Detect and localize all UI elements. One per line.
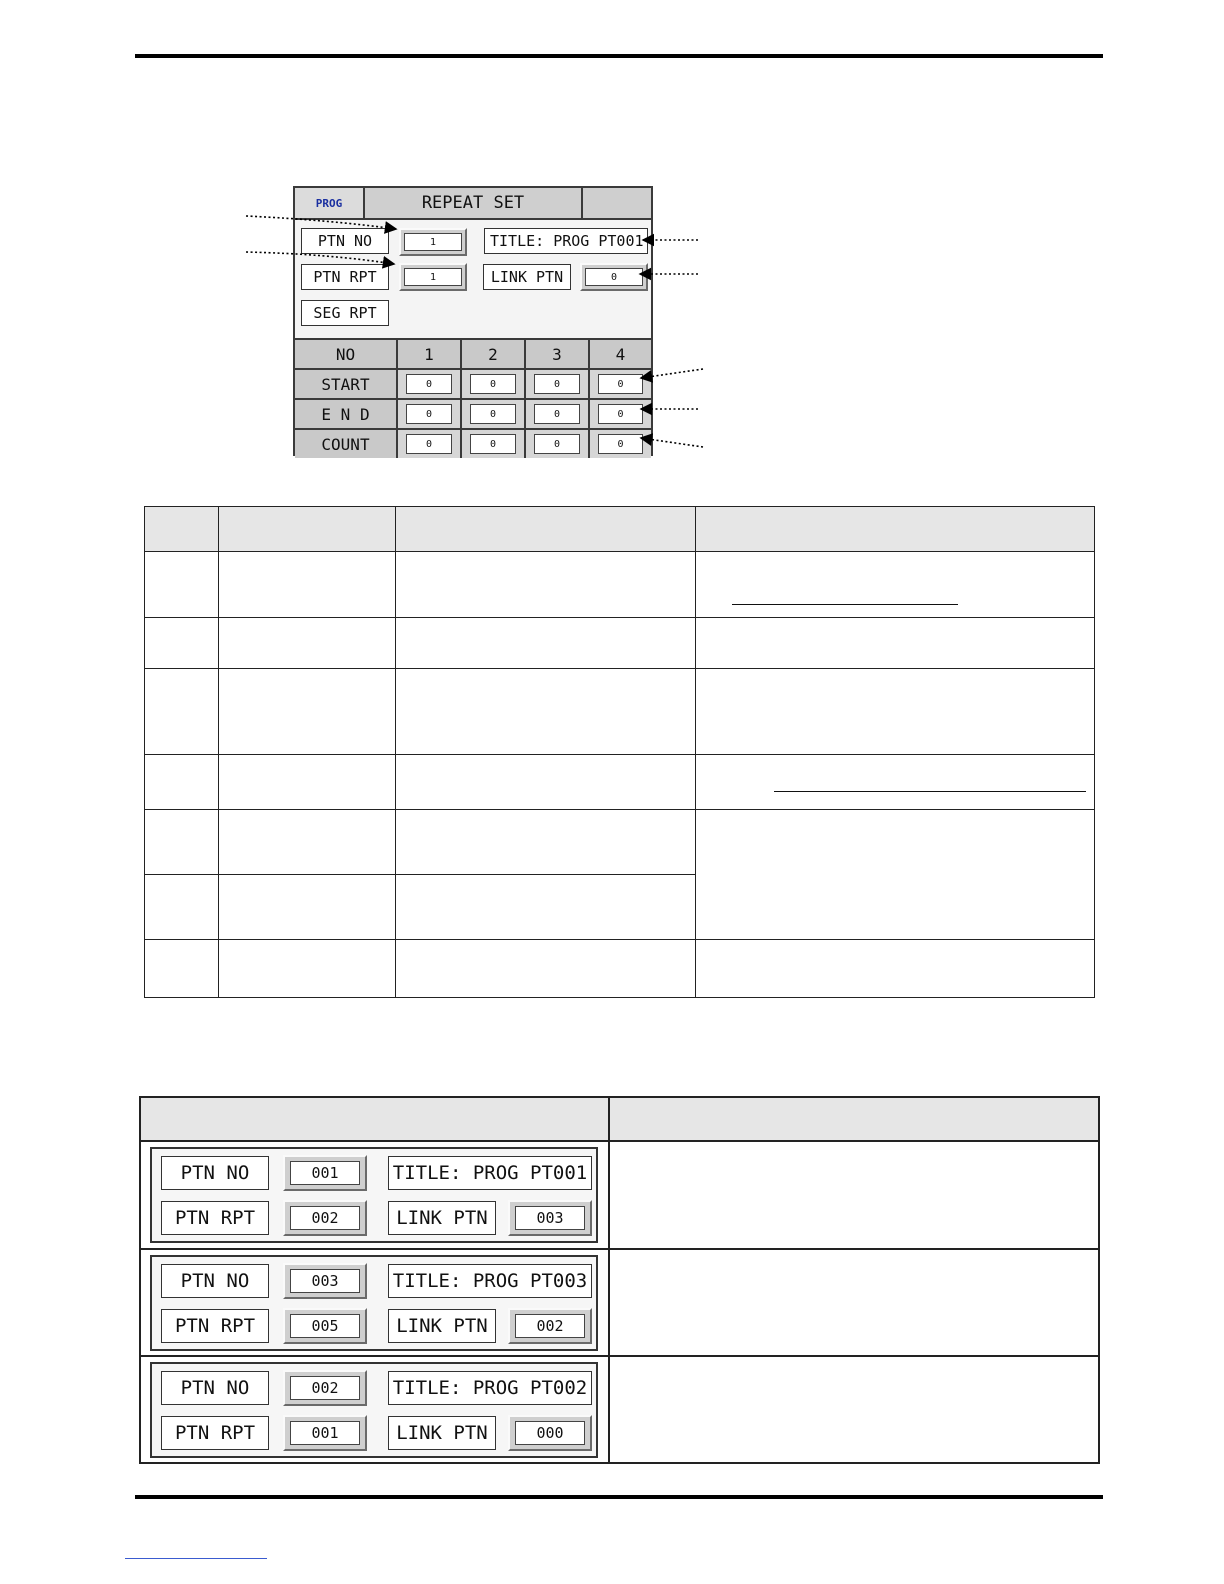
link-ptn-field[interactable] xyxy=(508,1415,592,1451)
title-field: TITLE: PROG PT003 xyxy=(388,1264,592,1298)
example-row-1 xyxy=(140,1141,1099,1249)
link-ptn-field[interactable] xyxy=(508,1200,592,1236)
desc-row-4 xyxy=(145,755,1095,810)
link-ptn-value: 0 xyxy=(585,268,643,286)
description-table xyxy=(144,506,1095,998)
grid-row-count xyxy=(295,428,651,458)
grid-header-4: 4 xyxy=(590,338,651,368)
row-label-start: START xyxy=(295,368,398,398)
grid-header-no: NO xyxy=(295,338,398,368)
ptn-rpt-label: PTN RPT xyxy=(161,1309,269,1343)
link-ptn-value: 002 xyxy=(515,1314,585,1338)
ptn-rpt-field[interactable] xyxy=(283,1415,367,1451)
grid-header-3: 3 xyxy=(526,338,590,368)
row-label-count: COUNT xyxy=(295,428,398,458)
ptn-no-field[interactable] xyxy=(283,1155,367,1191)
footer-link-underline xyxy=(125,1558,267,1559)
link-ptn-field[interactable] xyxy=(580,263,648,291)
end-field-4[interactable] xyxy=(590,398,651,428)
example-header-description xyxy=(609,1097,1099,1141)
ptn-rpt-value: 002 xyxy=(290,1206,360,1230)
desc-row-3 xyxy=(145,669,1095,755)
example-row-2 xyxy=(140,1249,1099,1356)
end-field-3[interactable] xyxy=(526,398,590,428)
start-value-3: 0 xyxy=(534,374,580,394)
desc-row-1 xyxy=(145,552,1095,618)
ptn-rpt-field[interactable] xyxy=(399,263,467,291)
desc-header-item xyxy=(219,507,396,552)
start-value-2: 0 xyxy=(470,374,516,394)
ptn-no-label: PTN NO xyxy=(161,1156,269,1190)
link-ptn-field[interactable] xyxy=(508,1308,592,1344)
start-field-4[interactable] xyxy=(590,368,651,398)
grid-row-start xyxy=(295,368,651,398)
end-field-2[interactable] xyxy=(462,398,526,428)
desc-header-no xyxy=(145,507,219,552)
screen-title: REPEAT SET xyxy=(365,188,583,218)
underline-1 xyxy=(732,604,958,605)
ptn-no-value: 003 xyxy=(290,1269,360,1293)
start-value-1: 0 xyxy=(406,374,452,394)
end-value-3: 0 xyxy=(534,404,580,424)
example-panel-3 xyxy=(150,1362,598,1458)
repeat-set-screen xyxy=(293,186,653,456)
ptn-rpt-value: 001 xyxy=(290,1421,360,1445)
underline-2 xyxy=(774,791,1086,792)
row-label-end: E N D xyxy=(295,398,398,428)
ptn-no-field[interactable] xyxy=(283,1370,367,1406)
title-field: TITLE: PROG PT002 xyxy=(388,1371,592,1405)
desc-row-5 xyxy=(145,810,1095,875)
start-value-4: 0 xyxy=(598,374,643,394)
count-field-3[interactable] xyxy=(526,428,590,458)
example-panel-2 xyxy=(150,1255,598,1351)
title-field: TITLE: PROG PT001 xyxy=(388,1156,592,1190)
end-field-1[interactable] xyxy=(398,398,462,428)
desc-header-row xyxy=(145,507,1095,552)
ptn-no-value: 001 xyxy=(290,1161,360,1185)
ptn-rpt-value: 1 xyxy=(404,268,462,286)
link-ptn-value: 003 xyxy=(515,1206,585,1230)
ptn-rpt-field[interactable] xyxy=(283,1200,367,1236)
count-field-1[interactable] xyxy=(398,428,462,458)
count-field-4[interactable] xyxy=(590,428,651,458)
example-header-row xyxy=(140,1097,1099,1141)
desc-header-description xyxy=(696,507,1095,552)
example-panel-1 xyxy=(150,1147,598,1243)
start-field-2[interactable] xyxy=(462,368,526,398)
link-ptn-label: LINK PTN xyxy=(388,1416,496,1450)
end-value-1: 0 xyxy=(406,404,452,424)
start-field-1[interactable] xyxy=(398,368,462,398)
grid-header-2: 2 xyxy=(462,338,526,368)
grid-header-row xyxy=(295,338,651,368)
example-header-screen xyxy=(140,1097,609,1141)
prog-badge[interactable]: PROG xyxy=(295,188,365,218)
ptn-rpt-value: 005 xyxy=(290,1314,360,1338)
end-value-4: 0 xyxy=(598,404,643,424)
count-value-3: 0 xyxy=(534,434,580,454)
ptn-rpt-label: PTN RPT xyxy=(301,264,389,290)
ptn-rpt-field[interactable] xyxy=(283,1308,367,1344)
header-blank-cell xyxy=(583,188,651,218)
ptn-rpt-label: PTN RPT xyxy=(161,1201,269,1235)
desc-row-2 xyxy=(145,618,1095,669)
count-field-2[interactable] xyxy=(462,428,526,458)
ptn-no-field[interactable] xyxy=(399,228,467,256)
count-value-4: 0 xyxy=(598,434,643,454)
desc-header-range xyxy=(396,507,696,552)
ptn-no-value: 1 xyxy=(404,233,462,251)
grid-row-end xyxy=(295,398,651,428)
link-ptn-value: 000 xyxy=(515,1421,585,1445)
end-value-2: 0 xyxy=(470,404,516,424)
desc-row-7 xyxy=(145,940,1095,998)
ptn-no-field[interactable] xyxy=(283,1263,367,1299)
header-rule xyxy=(135,54,1103,58)
seg-rpt-button[interactable]: SEG RPT xyxy=(301,300,389,326)
ptn-no-label: PTN NO xyxy=(161,1264,269,1298)
grid-header-1: 1 xyxy=(398,338,462,368)
start-field-3[interactable] xyxy=(526,368,590,398)
title-field: TITLE: PROG PT001 xyxy=(484,228,648,254)
link-ptn-label: LINK PTN xyxy=(388,1309,496,1343)
footer-rule xyxy=(135,1495,1103,1499)
link-ptn-label: LINK PTN xyxy=(388,1201,496,1235)
ptn-no-label: PTN NO xyxy=(161,1371,269,1405)
count-value-1: 0 xyxy=(406,434,452,454)
screen-header xyxy=(295,188,651,220)
example-table xyxy=(139,1096,1100,1464)
link-ptn-label: LINK PTN xyxy=(483,264,571,290)
ptn-no-label: PTN NO xyxy=(301,228,389,254)
example-row-3 xyxy=(140,1356,1099,1463)
ptn-no-value: 002 xyxy=(290,1376,360,1400)
ptn-rpt-label: PTN RPT xyxy=(161,1416,269,1450)
count-value-2: 0 xyxy=(470,434,516,454)
